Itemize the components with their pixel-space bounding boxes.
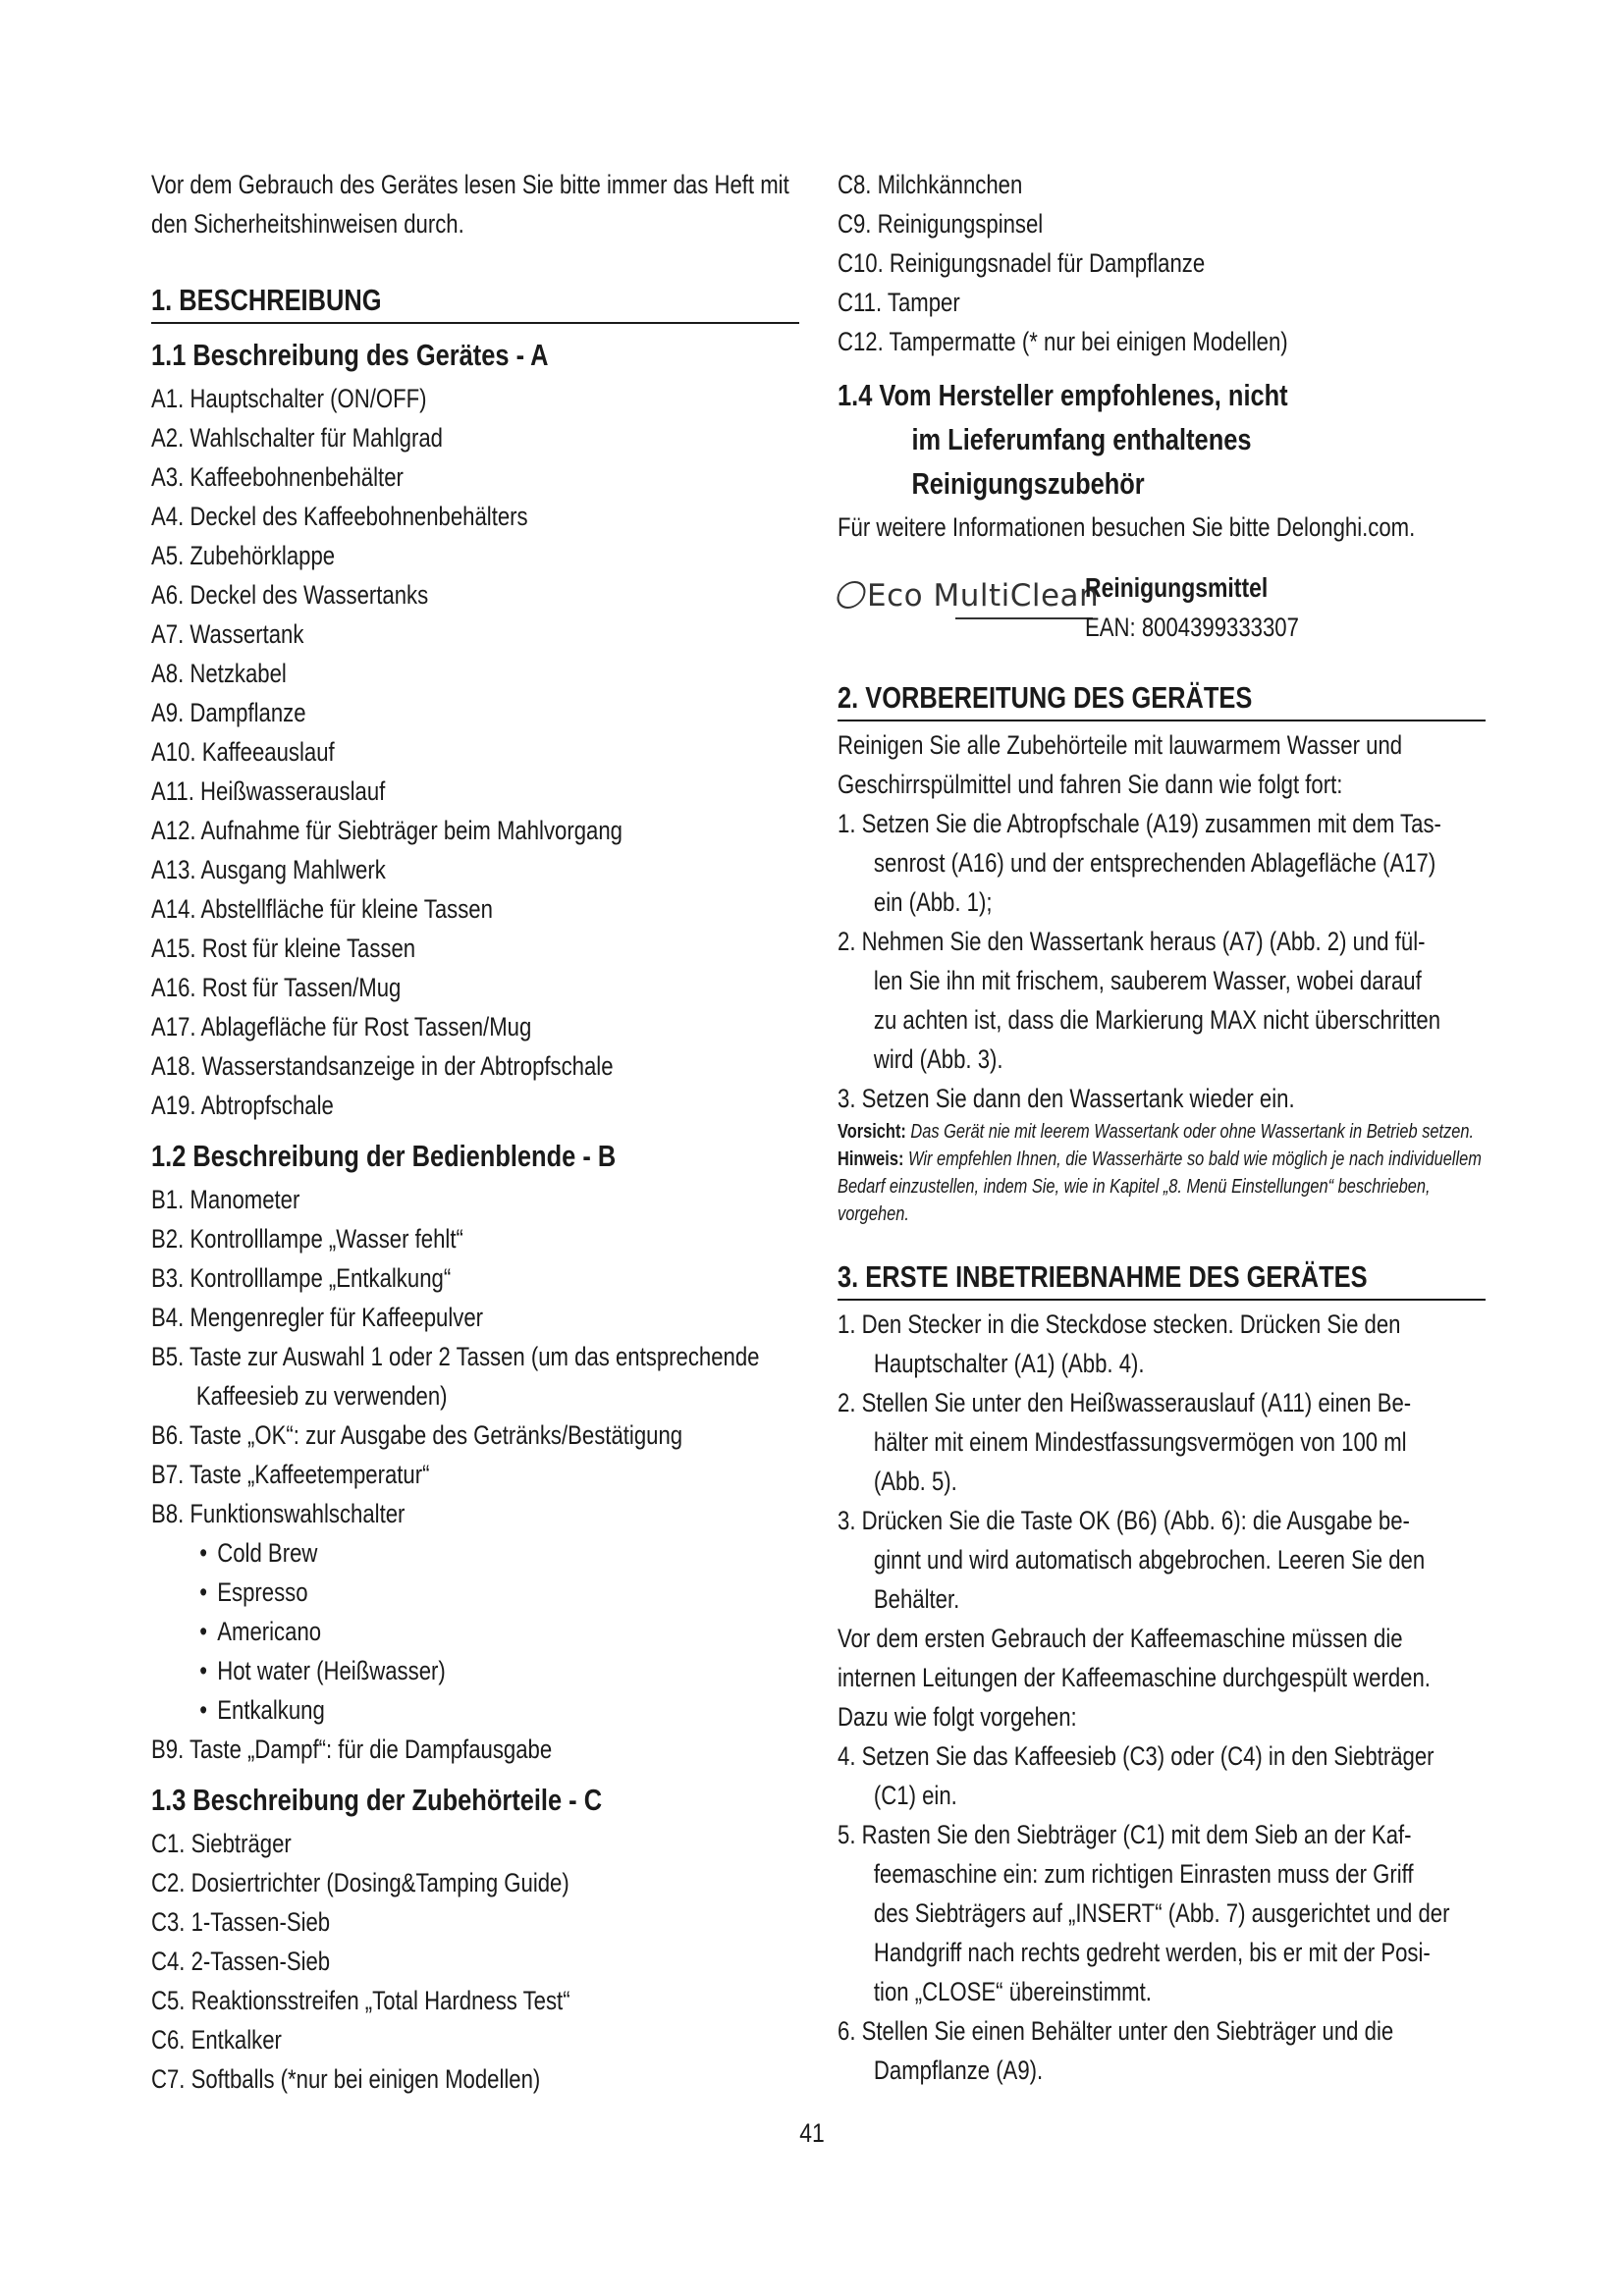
step-line: (C1) ein. [873, 1781, 957, 1810]
step-line: hälter mit einem Mindestfassungsvermögen von 100 ml [873, 1427, 1407, 1457]
list-item [838, 1815, 1486, 2011]
section-3-title: 3. ERSTE INBETRIEBNAHME DES GERÄTES [838, 1259, 1368, 1294]
step-line: zu achten ist, dass die Markierung MAX nicht überschritten [873, 1005, 1441, 1035]
list-item: C8. Milchkännchen [838, 170, 1023, 199]
list-item: A15. Rost für kleine Tassen [151, 934, 416, 963]
product-info [1085, 568, 1346, 647]
list-item: B9. Taste „Dampf“: für die Dampfausgabe [151, 1735, 553, 1764]
eco-multiclean-logo [838, 578, 1099, 614]
list-c-continued [838, 165, 1486, 361]
caution-text: Das Gerät nie mit leerem Wassertank oder ohne Wassertank in Betrieb setzen. [910, 1121, 1475, 1143]
section-3-steps-b [838, 1736, 1486, 2090]
b8-function-list [151, 1533, 799, 1730]
section-3-steps-a [838, 1305, 1486, 1619]
b5-line-1: B5. Taste zur Auswahl 1 oder 2 Tassen (um das entsprechende [151, 1342, 760, 1371]
list-item: C5. Reaktionsstreifen „Total Hardness Test“ [151, 1986, 570, 2015]
step-line: Hauptschalter (A1) (Abb. 4). [873, 1349, 1145, 1378]
list-item: C10. Reinigungsnadel für Dampflanze [838, 248, 1206, 278]
intro-text: Vor dem Gebrauch des Gerätes lesen Sie bitte immer das Heft mit den Sicherheitshinweisen durch. [151, 170, 789, 239]
list-item: A12. Aufnahme für Siebträger beim Mahlvorgang [151, 816, 623, 845]
step-line: (Abb. 5). [873, 1467, 957, 1496]
list-item: A3. Kaffeebohnenbehälter [151, 462, 404, 492]
step-line: 2. Nehmen Sie den Wassertank heraus (A7) (Abb. 2) und fül- [838, 927, 1426, 956]
section-2-steps [838, 804, 1486, 1118]
page-number: 41 [799, 2118, 825, 2148]
list-b-end [151, 1730, 799, 1769]
list-item-label: Entkalkung [217, 1695, 325, 1725]
step-line: 2. Stellen Sie unter den Heißwasserauslauf (A11) einen Be- [838, 1388, 1412, 1417]
list-item: C2. Dosiertrichter (Dosing&Tamping Guide) [151, 1868, 569, 1897]
right-column [838, 165, 1486, 2090]
step-line: ein (Abb. 1); [873, 887, 993, 917]
list-item: A9. Dampflanze [151, 698, 306, 727]
list-item: A14. Abstellfläche für kleine Tassen [151, 894, 493, 924]
list-item: A1. Hauptschalter (ON/OFF) [151, 384, 427, 413]
list-item [151, 1690, 847, 1730]
list-item: A13. Ausgang Mahlwerk [151, 855, 386, 884]
list-item [151, 1573, 847, 1612]
list-item [838, 1305, 1486, 1383]
list-item: C3. 1-Tassen-Sieb [151, 1907, 331, 1937]
hint-text: Wir empfehlen Ihnen, die Wasserhärte so bald wie möglich je nach individuellem Bedarf einzustellen, indem Sie, wie in Kapitel „8. Menü Einstellungen“ beschrieben, vorgehen. [838, 1148, 1482, 1225]
section-1-heading [151, 279, 799, 324]
subsection-1-3-title: 1.3 Beschreibung der Zubehörteile - C [151, 1783, 603, 1817]
list-item [151, 1337, 799, 1415]
list-item: C12. Tampermatte (* nur bei einigen Modellen) [838, 327, 1288, 356]
list-item [151, 1612, 847, 1651]
list-item: A17. Ablagefläche für Rost Tassen/Mug [151, 1012, 532, 1041]
list-item: A6. Deckel des Wassertanks [151, 580, 429, 610]
list-item: C11. Tamper [838, 288, 960, 317]
list-item: A10. Kaffeeauslauf [151, 737, 335, 767]
product-ean: EAN: 8004399333307 [1085, 613, 1299, 642]
list-item [838, 2011, 1486, 2090]
caution-label: Vorsicht: [838, 1121, 906, 1143]
b5-line-2: Kaffeesieb zu verwenden) [195, 1381, 448, 1411]
list-item [838, 1501, 1486, 1619]
subsection-1-4-line-2: im Lieferumfang enthaltenes [911, 422, 1252, 456]
list-item: B2. Kontrolllampe „Wasser fehlt“ [151, 1224, 463, 1254]
list-c [151, 1824, 799, 2099]
bullet [199, 1577, 217, 1607]
list-item: A7. Wassertank [151, 619, 304, 649]
list-item: 3. Setzen Sie dann den Wassertank wieder ein. [838, 1084, 1295, 1113]
list-item [838, 1736, 1486, 1815]
list-item [838, 804, 1486, 922]
section-3-paragraph: Vor dem ersten Gebrauch der Kaffeemaschine müssen die internen Leitungen der Kaffeemaschine durchgespült werden. Dazu wie folgt vorgehen: [838, 1624, 1431, 1732]
hint-note [838, 1146, 1486, 1228]
list-item: A19. Abtropfschale [151, 1091, 334, 1120]
left-column [151, 165, 799, 2099]
list-item: A18. Wasserstandsanzeige in der Abtropfschale [151, 1051, 614, 1081]
step-line: ginnt und wird automatisch abgebrochen. Leeren Sie den [873, 1545, 1426, 1575]
subsection-1-1-title: 1.1 Beschreibung des Gerätes - A [151, 338, 549, 372]
bullet [199, 1617, 217, 1646]
step-line: 4. Setzen Sie das Kaffeesieb (C3) oder (C4) in den Siebträger [838, 1741, 1435, 1771]
list-item: B1. Manometer [151, 1185, 300, 1214]
subsection-1-4-line-1: 1.4 Vom Hersteller empfohlenes, nicht [838, 378, 1288, 412]
product-name: Reinigungsmittel [1085, 572, 1269, 603]
subsection-1-4-line-3: Reinigungszubehör [911, 466, 1145, 501]
list-item-label: Cold Brew [217, 1538, 318, 1568]
leaf-icon [834, 581, 869, 609]
caution-note [838, 1118, 1486, 1146]
list-item: A16. Rost für Tassen/Mug [151, 973, 402, 1002]
list-item: C6. Entkalker [151, 2025, 282, 2055]
section-2-title: 2. VORBEREITUNG DES GERÄTES [838, 680, 1253, 715]
subsection-1-2-title: 1.2 Beschreibung der Bedienblende - B [151, 1139, 617, 1173]
subsection-1-4-title [838, 373, 1369, 506]
section-3-rule [838, 1299, 1486, 1301]
list-item: A2. Wahlschalter für Mahlgrad [151, 423, 443, 453]
list-item-label: Hot water (Heißwasser) [217, 1656, 446, 1685]
logo-text: Eco MultiClean [867, 578, 1100, 614]
step-line: feemaschine ein: zum richtigen Einrasten muss der Griff [873, 1859, 1414, 1889]
subsection-1-4-text: Für weitere Informationen besuchen Sie bitte Delonghi.com. [838, 512, 1416, 542]
list-item [838, 922, 1486, 1079]
bullet [199, 1538, 217, 1568]
list-item [151, 1651, 847, 1690]
list-item: B3. Kontrolllampe „Entkalkung“ [151, 1263, 452, 1293]
step-line: des Siebträgers auf „INSERT“ (Abb. 7) ausgerichtet und der [873, 1898, 1450, 1928]
step-line: 5. Rasten Sie den Siebträger (C1) mit dem Sieb an der Kaf- [838, 1820, 1412, 1849]
section-1-title: 1. BESCHREIBUNG [151, 283, 382, 317]
list-item-label: Americano [217, 1617, 322, 1646]
list-item: C4. 2-Tassen-Sieb [151, 1947, 331, 1976]
hint-label: Hinweis: [838, 1148, 904, 1170]
list-item: C9. Reinigungspinsel [838, 209, 1044, 239]
section-3-heading [838, 1255, 1486, 1301]
list-item: B6. Taste „OK“: zur Ausgabe des Getränks/Bestätigung [151, 1420, 683, 1450]
section-2-intro: Reinigen Sie alle Zubehörteile mit lauwarmem Wasser und Geschirrspülmittel und fahren Sie dann wie folgt fort: [838, 730, 1403, 799]
step-line: 1. Den Stecker in die Steckdose stecken. Drücken Sie den [838, 1309, 1401, 1339]
step-line: Behälter. [873, 1584, 960, 1614]
step-line: Dampflanze (A9). [873, 2056, 1044, 2085]
list-item: B7. Taste „Kaffeetemperatur“ [151, 1460, 430, 1489]
list-item-label: Espresso [217, 1577, 308, 1607]
list-item: C1. Siebträger [151, 1829, 292, 1858]
list-b [151, 1180, 799, 1533]
step-line: 6. Stellen Sie einen Behälter unter den Siebträger und die [838, 2016, 1394, 2046]
list-item: C7. Softballs (*nur bei einigen Modellen) [151, 2064, 541, 2094]
step-line: len Sie ihn mit frischem, sauberem Wasser, wobei darauf [873, 966, 1422, 995]
list-item: A5. Zubehörklappe [151, 541, 336, 570]
step-line: wird (Abb. 3). [873, 1044, 1003, 1074]
list-item: B8. Funktionswahlschalter [151, 1499, 406, 1528]
logo-underline [955, 617, 1093, 619]
list-item [838, 1383, 1486, 1501]
step-line: tion „CLOSE“ übereinstimmt. [873, 1977, 1152, 2006]
list-item: A4. Deckel des Kaffeebohnenbehälters [151, 502, 528, 531]
list-item: A8. Netzkabel [151, 659, 287, 688]
step-line: 3. Drücken Sie die Taste OK (B6) (Abb. 6): die Ausgabe be- [838, 1506, 1410, 1535]
step-line: senrost (A16) und der entsprechenden Ablagefläche (A17) [873, 848, 1436, 878]
list-a [151, 379, 799, 1125]
cleaning-product [838, 568, 1486, 651]
step-line: Handgriff nach rechts gedreht werden, bis er mit der Posi- [873, 1938, 1431, 1967]
bullet [199, 1656, 217, 1685]
list-item [151, 1533, 847, 1573]
section-2-heading [838, 676, 1486, 721]
bullet [199, 1695, 217, 1725]
section-1-rule [151, 322, 799, 324]
list-item: B4. Mengenregler für Kaffeepulver [151, 1303, 484, 1332]
section-2-rule [838, 720, 1486, 721]
step-line: 1. Setzen Sie die Abtropfschale (A19) zusammen mit dem Tas- [838, 809, 1441, 838]
list-item: A11. Heißwasserauslauf [151, 776, 386, 806]
